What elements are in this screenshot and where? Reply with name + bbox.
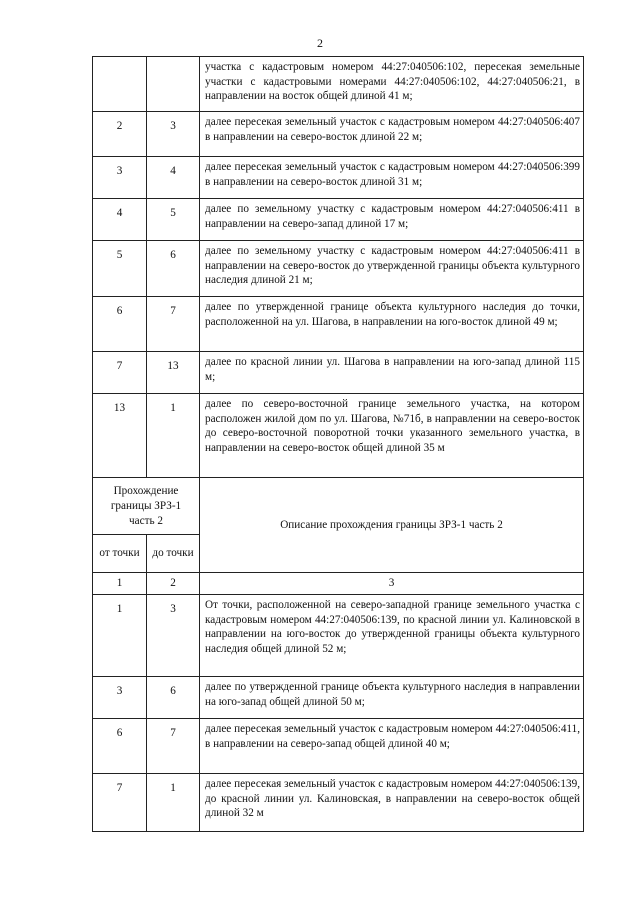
from-point: 5 xyxy=(93,241,147,297)
segment-description: далее по земельному участку с кадастровым номером 44:27:040506:411 в направлении на северо-запад длиной 17 м; xyxy=(200,199,584,241)
table-row xyxy=(93,719,584,774)
passage-header: Прохождение границы ЗРЗ-1 часть 2 xyxy=(93,478,200,535)
to-point: 6 xyxy=(147,677,200,719)
to-point: 7 xyxy=(147,297,200,352)
segment-description: От точки, расположенной на северо-западной границе земельного участка с кадастровым номером 44:27:040506:139, по красной линии ул. Калиновской в направлении на юго-восток до утвержденной границы объекта культурного наследия общей длиной 52 м; xyxy=(200,595,584,677)
from-point xyxy=(93,57,147,112)
segment-description: далее по утвержденной границе объекта культурного наследия до точки, расположенной на ул. Шагова, в направлении на юго-восток длиной 49 м; xyxy=(200,297,584,352)
to-point: 7 xyxy=(147,719,200,774)
to-point: 6 xyxy=(147,241,200,297)
table-row xyxy=(93,199,584,241)
from-point: 2 xyxy=(93,112,147,157)
from-point: 3 xyxy=(93,157,147,199)
table-row xyxy=(93,157,584,199)
table-row xyxy=(93,352,584,394)
to-point: 3 xyxy=(147,112,200,157)
to-point: 1 xyxy=(147,394,200,478)
to-point: 5 xyxy=(147,199,200,241)
table-row xyxy=(93,394,584,478)
column-number: 2 xyxy=(147,573,200,595)
from-point: 3 xyxy=(93,677,147,719)
segment-description: далее по утвержденной границе объекта культурного наследия в направлении на юго-запад общей длиной 50 м; xyxy=(200,677,584,719)
from-point: 1 xyxy=(93,595,147,677)
column-number-row xyxy=(93,573,584,595)
from-point: 13 xyxy=(93,394,147,478)
table-row xyxy=(93,241,584,297)
segment-description: далее пересекая земельный участок с кадастровым номером 44:27:040506:411, в направлении на северо-запад общей длиной 40 м; xyxy=(200,719,584,774)
segment-description: далее по земельному участку с кадастровым номером 44:27:040506:411 в направлении на северо-восток до утвержденной границы объекта культурного наследия длиной 21 м; xyxy=(200,241,584,297)
to-point-header: до точки xyxy=(147,535,200,573)
table-row xyxy=(93,595,584,677)
from-point-header: от точки xyxy=(93,535,147,573)
description-header: Описание прохождения границы ЗРЗ-1 часть 2 xyxy=(200,478,584,573)
table-row xyxy=(93,677,584,719)
boundary-table xyxy=(92,56,584,832)
table-row xyxy=(93,112,584,157)
segment-description: далее по красной линии ул. Шагова в направлении на юго-запад длиной 115 м; xyxy=(200,352,584,394)
from-point: 4 xyxy=(93,199,147,241)
from-point: 7 xyxy=(93,774,147,832)
to-point: 13 xyxy=(147,352,200,394)
segment-description: далее по северо-восточной границе земельного участка, на котором расположен жилой дом по ул. Шагова, №71б, в направлении на северо-восток до северо-восточной поворотной точки указанного земельного участка, в направлении на северо-восток общей длиной 35 м xyxy=(200,394,584,478)
segment-description: далее пересекая земельный участок с кадастровым номером 44:27:040506:407 в направлении на северо-восток длиной 22 м; xyxy=(200,112,584,157)
from-point: 6 xyxy=(93,297,147,352)
table-row xyxy=(93,774,584,832)
segment-description: далее пересекая земельный участок с кадастровым номером 44:27:040506:399 в направлении на северо-восток длиной 31 м; xyxy=(200,157,584,199)
header-row xyxy=(93,478,584,535)
to-point: 1 xyxy=(147,774,200,832)
from-point: 7 xyxy=(93,352,147,394)
segment-description: участка с кадастровым номером 44:27:040506:102, пересекая земельные участки с кадастровыми номерами 44:27:040506:102, 44:27:040506:21, в направлении на восток общей длиной 41 м; xyxy=(200,57,584,112)
segment-description: далее пересекая земельный участок с кадастровым номером 44:27:040506:139, до красной линии ул. Калиновская, в направлении на северо-восток общей длиной 32 м xyxy=(200,774,584,832)
page-number: 2 xyxy=(317,36,323,50)
column-number: 3 xyxy=(200,573,584,595)
to-point: 4 xyxy=(147,157,200,199)
from-point: 6 xyxy=(93,719,147,774)
to-point: 3 xyxy=(147,595,200,677)
to-point xyxy=(147,57,200,112)
column-number: 1 xyxy=(93,573,147,595)
table-row xyxy=(93,57,584,112)
table-row xyxy=(93,297,584,352)
